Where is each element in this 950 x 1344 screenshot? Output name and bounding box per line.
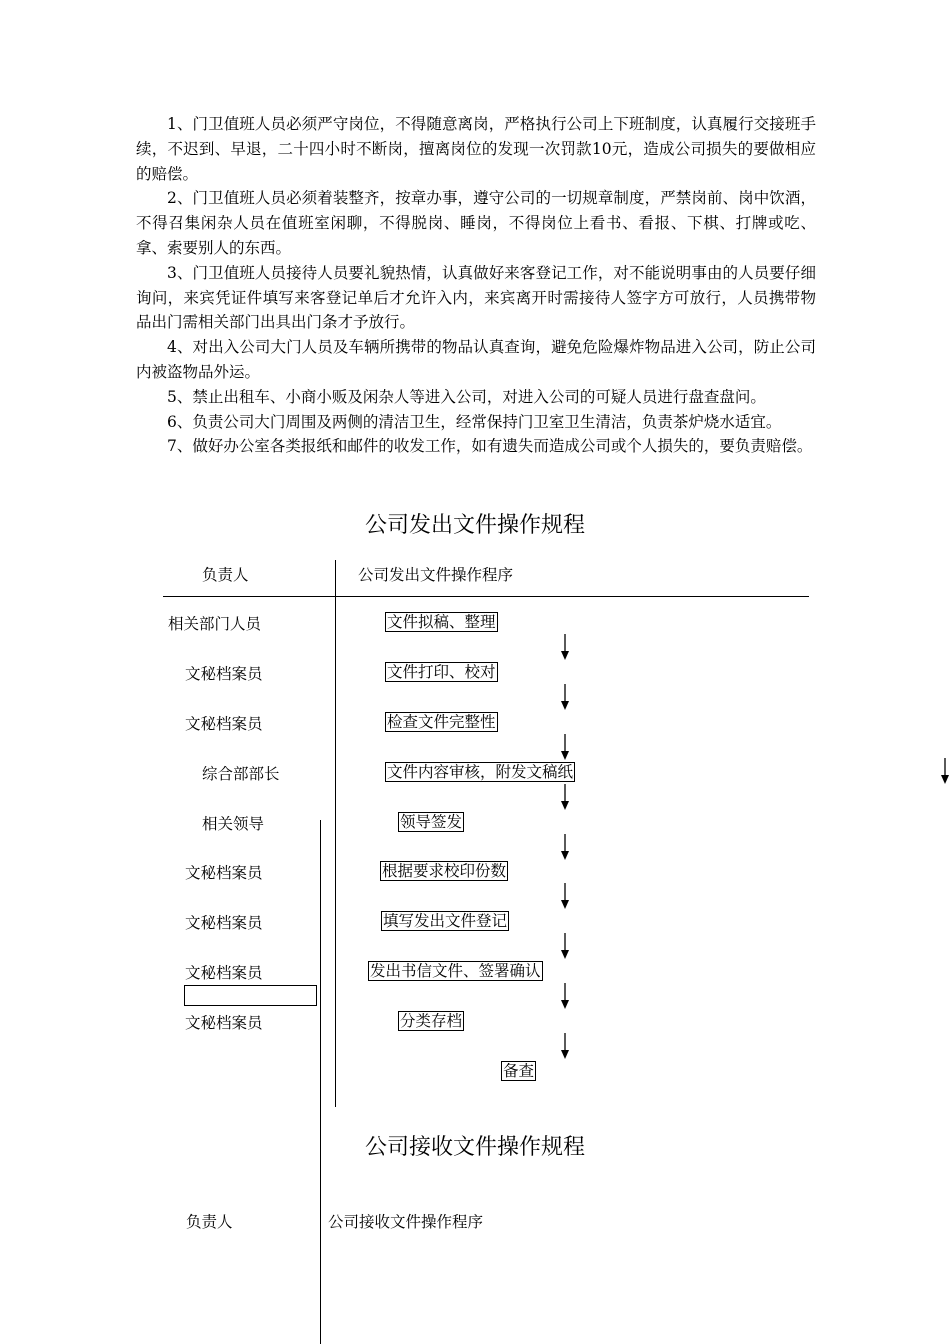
- down-arrow-icon: [560, 1033, 570, 1059]
- role-label: 综合部部长: [202, 765, 280, 783]
- down-arrow-icon: [560, 883, 570, 909]
- down-arrow-icon: [560, 734, 570, 760]
- header-divider: [163, 596, 809, 597]
- flow-step: 根据要求校印份数: [382, 862, 507, 880]
- incoming-header-procedure: 公司接收文件操作程序: [328, 1213, 484, 1231]
- rule-paragraph: 4、对出入公司大门人员及车辆所携带的物品认真查询，避免危险爆炸物品进入公司，防止公司内被盗物品外运。: [136, 338, 816, 381]
- role-label: 相关部门人员: [168, 615, 262, 633]
- role-label: 文秘档案员: [185, 665, 263, 683]
- flow-step: 文件内容审核，附发文稿纸: [387, 763, 574, 781]
- down-arrow-icon: [560, 684, 570, 710]
- role-label: 文秘档案员: [185, 964, 263, 982]
- empty-box: [184, 985, 317, 1006]
- secondary-divider: [320, 820, 321, 1344]
- rule-paragraph: 5、禁止出租车、小商小贩及闲杂人等进入公司，对进入公司的可疑人员进行盘查盘问。: [167, 387, 766, 406]
- outgoing-header-role: 负责人: [202, 566, 249, 584]
- flow-step: 检查文件完整性: [387, 713, 496, 731]
- flow-step: 分类存档: [400, 1012, 463, 1030]
- role-label: 文秘档案员: [185, 715, 263, 733]
- flow-step: 领导签发: [400, 813, 463, 831]
- flow-step: 发出书信文件、签署确认: [370, 962, 541, 980]
- down-arrow-icon: [560, 784, 570, 810]
- rule-paragraph: 1、门卫值班人员必须严守岗位，不得随意离岗，严格执行公司上下班制度，认真履行交接班手续，不迟到、早退，二十四小时不断岗，擅离岗位的发现一次罚款10元，造成公司损失的要做相应的赔偿。: [136, 115, 816, 183]
- rule-paragraph: 2、门卫值班人员必须着装整齐，按章办事，遵守公司的一切规章制度，严禁岗前、岗中饮酒，不得召集闲杂人员在值班室闲聊，不得脱岗、睡岗，不得岗位上看书、看报、下棋、打牌或吃、拿、索要别人的东西。: [136, 189, 816, 257]
- down-arrow-icon: [560, 634, 570, 660]
- column-divider: [335, 560, 336, 1107]
- down-arrow-icon: [560, 983, 570, 1009]
- role-label: 文秘档案员: [185, 864, 263, 882]
- role-label: 文秘档案员: [185, 1014, 263, 1032]
- flow-step: 文件拟稿、整理: [387, 613, 496, 631]
- rule-paragraph: 3、门卫值班人员接待人员要礼貌热情，认真做好来客登记工作，对不能说明事由的人员要仔细询问，来宾凭证件填写来客登记单后才允许入内，来宾离开时需接待人签字方可放行，人员携带物品出门需相关部门出具出门条才予放行。: [136, 263, 816, 332]
- outgoing-header-procedure: 公司发出文件操作程序: [358, 566, 514, 584]
- rule-paragraph: 7、做好办公室各类报纸和邮件的收发工作，如有遗失而造成公司或个人损失的，要负责赔偿。: [167, 437, 813, 456]
- incoming-header-role: 负责人: [186, 1213, 233, 1231]
- rule-paragraph: 6、负责公司大门周围及两侧的清洁卫生，经常保持门卫室卫生清洁，负责茶炉烧水适宜。: [167, 412, 782, 431]
- flow-step: 文件打印、校对: [387, 663, 496, 681]
- incoming-title: 公司接收文件操作规程: [364, 1135, 585, 1160]
- down-arrow-icon: [560, 933, 570, 959]
- flow-step: 备查: [503, 1062, 535, 1080]
- rules-section: [136, 112, 816, 459]
- flow-step: 填写发出文件登记: [383, 912, 508, 930]
- down-arrow-icon: [940, 758, 950, 784]
- down-arrow-icon: [560, 834, 570, 860]
- role-label: 相关领导: [202, 815, 265, 833]
- outgoing-title: 公司发出文件操作规程: [364, 513, 585, 538]
- role-label: 文秘档案员: [185, 914, 263, 932]
